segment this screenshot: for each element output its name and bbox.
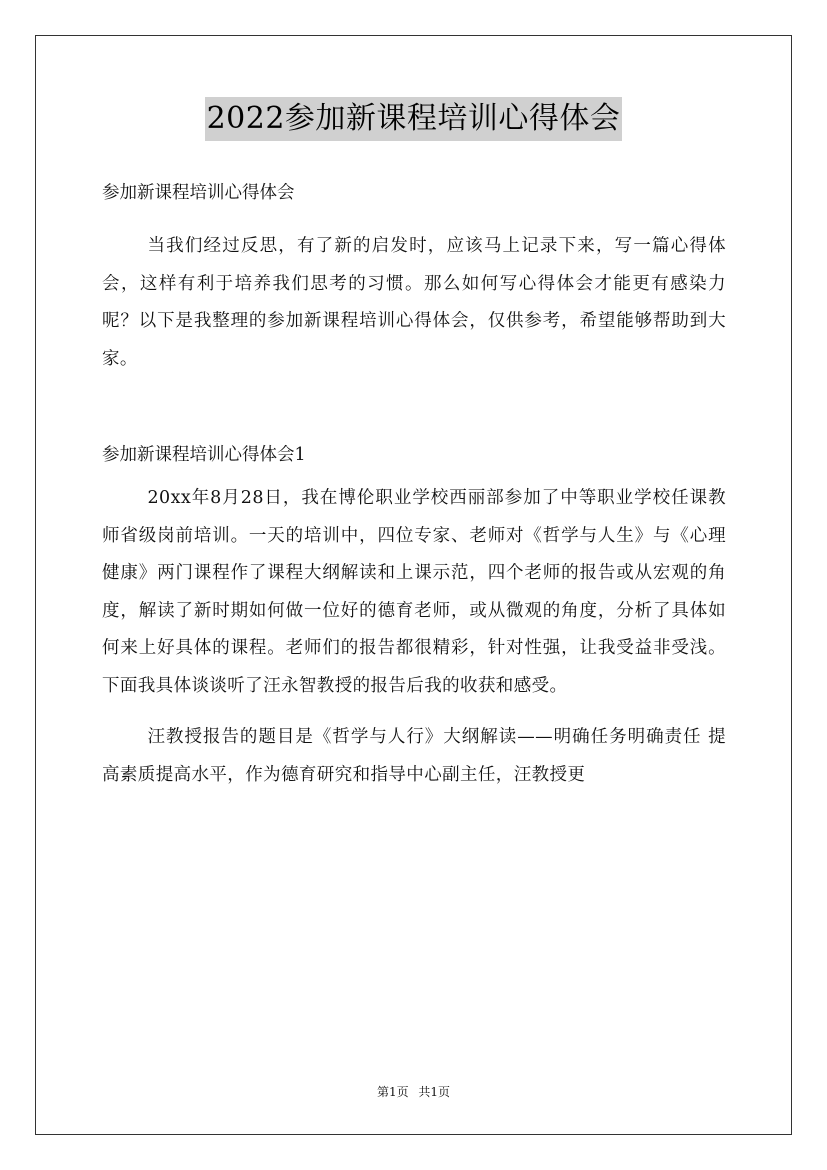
page-number-total: 共1页 (418, 1085, 451, 1099)
section-heading: 参加新课程培训心得体会 (102, 183, 295, 203)
page-number-current: 第1页 (376, 1085, 409, 1099)
intro-paragraph: 当我们经过反思，有了新的启发时，应该马上记录下来，写一篇心得体会，这样有利于培养我们思考的习惯。那么如何写心得体会才能更有感染力呢？以下是我整理的参加新课程培训心得体会，仅供参考，希望能够帮助到大家。 (102, 236, 726, 369)
spacer (102, 378, 726, 436)
title-container (0, 97, 827, 141)
page-footer (0, 1083, 827, 1100)
document-body (102, 174, 726, 794)
paragraph-3: 汪教授报告的题目是《哲学与人行》大纲解读——明确任务明确责任 提高素质提高水平，作为德育研究和指导中心副主任，汪教授更 (102, 727, 726, 785)
subheading-1: 参加新课程培训心得体会1 (102, 445, 306, 465)
document-title: 2022参加新课程培训心得体会 (205, 97, 623, 141)
paragraph-2: 20xx年8月28日，我在博伦职业学校西丽部参加了中等职业学校任课教师省级岗前培训。一天的培训中，四位专家、老师对《哲学与人生》与《心理健康》两门课程作了课程大纲解读和上课示范，四个老师的报告或从宏观的角度，解读了新时期如何做一位好的德育老师，或从微观的角度，分析了具体如何来上好具体的课程。老师们的报告都很精彩，针对性强，让我受益非受浅。下面我具体谈谈听了汪永智教授的报告后我的收获和感受。 (102, 488, 726, 696)
